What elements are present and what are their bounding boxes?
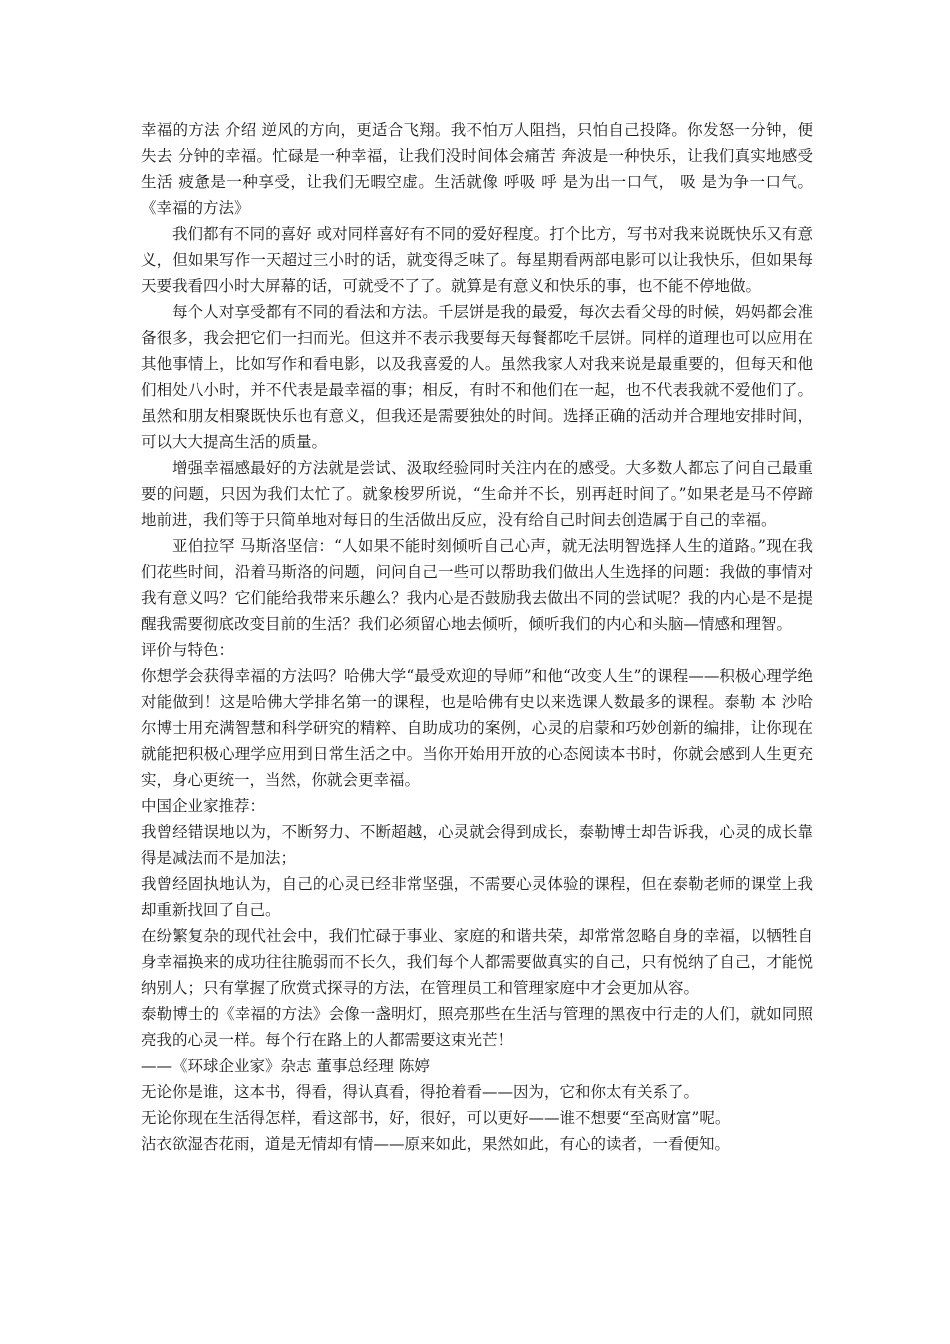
paragraph-recommendation-2: 我曾经固执地认为，自己的心灵已经非常坚强，不需要心灵体验的课程，但在泰勒老师的课堂上我却重新找回了自己。 [141,875,813,919]
paragraph-recommendation-4: 泰勒博士的《幸福的方法》会像一盏明灯，照亮那些在生活与管理的黑夜中行走的人们，就如同照亮我的心灵一样。每个行在路上的人都需要这束光芒！ [141,1005,813,1049]
document-body [141,117,813,1157]
paragraph-review: 你想学会获得幸福的方法吗？哈佛大学“最受欢迎的导师”和他“改变人生”的课程——积极心理学绝对能做到！这是哈佛大学排名第一的课程，也是哈佛有史以来选课人数最多的课程。泰勒 本 沙哈尔博士用充满智慧和科学研究的精粹、自助成功的案例，心灵的启蒙和巧妙创新的编排，让你现在就能把积极心理学应用到日常生活之中。当你开始用开放的心态阅读本书时，你就会感到人生更充实，身心更统一，当然，你就会更幸福。 [141,667,813,789]
closing-line-2: 无论你现在生活得怎样，看这部书，好，很好，可以更好——谁不想要“至高财富”呢。 [141,1109,731,1127]
paragraph-enjoyment: 每个人对享受都有不同的看法和方法。千层饼是我的最爱，每次去看父母的时候，妈妈都会准备很多，我会把它们一扫而光。但这并不表示我要每天每餐都吃千层饼。同样的道理也可以应用在其他事情上，比如写作和看电影，以及我喜爱的人。虽然我家人对我来说是最重要的，但每天和他们相处八小时，并不代表是最幸福的事；相反，有时不和他们在一起，也不代表我就不爱他们了。虽然和朋友相聚既快乐也有意义，但我还是需要独处的时间。选择正确的活动并合理地安排时间，可以大大提高生活的质量。 [141,303,813,451]
heading-reviews: 评价与特色： [141,641,235,659]
paragraph-intro: 幸福的方法 介绍 逆风的方向，更适合飞翔。我不怕万人阻挡，只怕自己投降。你发怒一分钟，便失去 分钟的幸福。忙碌是一种幸福，让我们没时间体会痛苦 奔波是一种快乐，让我们真实地感受生活 疲惫是一种享受，让我们无暇空虚。生活就像 呼吸 呼 是为出一口气， 吸 是为争一口气。《幸福的方法》 [141,121,813,217]
attribution: ——《环球企业家》杂志 董事总经理 陈婷 [141,1057,430,1075]
closing-line-1: 无论你是谁，这本书，得看，得认真看，得抢着看——因为，它和你太有关系了。 [141,1083,700,1101]
closing-line-3: 沾衣欲湿杏花雨，道是无情却有情——原来如此，果然如此，有心的读者，一看便知。 [141,1135,731,1153]
paragraph-happiness-method: 增强幸福感最好的方法就是尝试、汲取经验同时关注内在的感受。大多数人都忘了问自己最重要的问题，只因为我们太忙了。就象梭罗所说，“生命并不长，别再赶时间了。”如果老是马不停蹄地前进，我们等于只简单地对每日的生活做出反应，没有给自己时间去创造属于自己的幸福。 [141,459,813,529]
paragraph-recommendation-3: 在纷繁复杂的现代社会中，我们忙碌于事业、家庭的和谐共荣，却常常忽略自身的幸福，以牺牲自身幸福换来的成功往往脆弱而不长久，我们每个人都需要做真实的自己，只有悦纳了自己，才能悦纳别人；只有掌握了欣赏式探寻的方法，在管理员工和管理家庭中才会更加从容。 [141,927,813,997]
paragraph-preferences: 我们都有不同的喜好 或对同样喜好有不同的爱好程度。打个比方，写书对我来说既快乐又有意义，但如果写作一天超过三小时的话，就变得乏味了。每星期看两部电影可以让我快乐，但如果每天要我看四小时大屏幕的话，可就受不了了。就算是有意义和快乐的事，也不能不停地做。 [141,225,813,295]
paragraph-recommendation-1: 我曾经错误地以为，不断努力、不断超越，心灵就会得到成长，泰勒博士却告诉我，心灵的成长靠得是减法而不是加法； [141,823,813,867]
heading-recommendation: 中国企业家推荐： [141,797,266,815]
paragraph-maslow: 亚伯拉罕 马斯洛坚信：“人如果不能时刻倾听自己心声，就无法明智选择人生的道路。”现在我们花些时间，沿着马斯洛的问题，问问自己一些可以帮助我们做出人生选择的问题：我做的事情对我有意义吗？它们能给我带来乐趣么？我内心是否鼓励我去做出不同的尝试呢？我的内心是不是提醒我需要彻底改变目前的生活？我们必须留心地去倾听，倾听我们的内心和头脑—情感和理智。 [141,537,813,633]
